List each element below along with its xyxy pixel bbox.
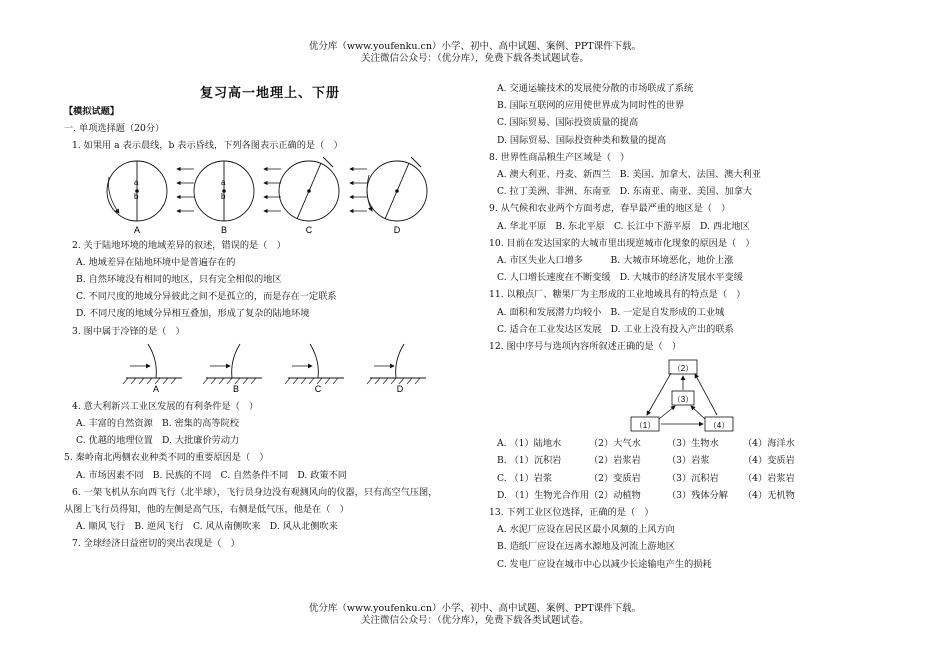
q9-stem: 9. 从气候和农业两个方面考虑，春旱最严重的地区是（ ） [489, 203, 731, 215]
q7-option-c: C. 国际贸易、国际投资质量的提高 [497, 117, 639, 129]
q11-options-1: A. 面积和发展潜力均较小 B. 一定是自发形成的工业城 [497, 306, 725, 318]
q12-stem: 12. 图中序号与选项内容所叙述正确的是（ ） [489, 341, 682, 353]
q1-rotation-arrow-A [108, 177, 119, 213]
right-column [489, 80, 909, 573]
q3-hatch [243, 378, 248, 384]
q3-hatch [147, 378, 152, 384]
q2-option-b: B. 自然环境没有相同的地区，只有完全相似的地区 [76, 274, 282, 286]
q7-option-b: B. 国际互联网的应用使世界成为同时性的世界 [497, 100, 685, 112]
q2-option-a: A. 地域差异在陆地环境中是普遍存在的 [76, 256, 236, 268]
q12-options [489, 435, 909, 504]
q3-hatch [219, 378, 224, 384]
q12-node-3-label: （3） [672, 395, 694, 405]
q13-option-a: A. 水泥厂应设在居民区最小风频的上风方向 [497, 524, 675, 536]
q1-mark-b: b [134, 191, 139, 201]
q5-options: A. 市场因素不同 B. 民族的不同 C. 自然条件不同 D. 政策不同 [76, 469, 347, 481]
q12-d-3: （3）残体分解 [667, 489, 728, 501]
q12-b-2: （2）岩浆岩 [589, 455, 641, 467]
q12-d-1: D. （1）生物光合作用 [497, 489, 590, 501]
q8-stem: 8. 世界性商品粮生产区域是（ ） [489, 151, 630, 163]
q3-hatch [325, 378, 330, 384]
q3-hatch [211, 378, 216, 384]
q12-arrow-4-3 [691, 406, 705, 419]
q12-diagram-svg [489, 355, 909, 435]
q2-option-d: D. 不同尺度的地域分异相互叠加，形成了复杂的陆地环境 [76, 308, 310, 320]
q1-label-D: D [393, 224, 401, 235]
q12-row-d [497, 487, 909, 504]
q3-hatch [139, 378, 144, 384]
q10-options-2: C. 人口增长速度在不断变缓 D. 大城市的经济发展水平变缓 [497, 272, 743, 284]
q12-c-3: （3）沉积岩 [667, 472, 719, 484]
q12-arrow-2-1 [647, 373, 671, 415]
q6-stem-2: 从图上飞行员得知，他的左侧是高气压，右侧是低气压，他是在（ ） [64, 504, 349, 516]
q3-hatch [285, 378, 290, 384]
q3-hatch [293, 378, 298, 384]
q1-mark-a: a [221, 177, 226, 187]
q2-option-c: C. 不同尺度的地域分异彼此之间不是孤立的，而是存在一定联系 [76, 291, 337, 303]
q13-option-c: C. 发电厂应设在城市中心以减少长途输电产生的损耗 [497, 558, 712, 570]
q1-label-B: B [220, 224, 228, 235]
q3-hatch [415, 378, 420, 384]
q3-hatch [407, 378, 412, 384]
page-header [0, 41, 950, 65]
q3-front-line-A [148, 344, 156, 378]
q10-options-1: A. 市区失业人口增多 B. 大城市环境恶化，地价上涨 [497, 255, 734, 267]
q12-a-4: （4）海洋水 [743, 438, 795, 450]
footer-line-2: 关注微信公众号：（优分库），免费下载各类试题试卷。 [360, 615, 589, 626]
q12-d-2: （2）动植物 [589, 489, 641, 501]
q12-b-3: （3）岩浆 [667, 455, 710, 467]
q1-diagram [64, 155, 464, 237]
q3-front-line-C [310, 344, 318, 378]
q7-option-d: D. 国际贸易、国际投资种类和数量的提高 [497, 134, 667, 146]
q12-b-4: （4）变质岩 [743, 455, 795, 467]
q11-options-2: C. 适合在工业发达区发展 D. 工业上没有投入产出的联系 [497, 323, 734, 335]
part-heading: 一. 单项选择题（20分） [64, 123, 165, 135]
header-line-2: 关注微信公众号：（优分库），免费下载各类试题试卷。 [360, 53, 589, 64]
q3-hatch [383, 378, 388, 384]
q12-node-1-label: （1） [634, 421, 656, 431]
q3-hatch [375, 378, 380, 384]
q12-node-2-label: （2） [672, 364, 694, 374]
q12-b-1: B. （1）沉积岩 [497, 455, 562, 467]
q12-node-4-label: （4） [708, 421, 730, 431]
q3-hatch [131, 378, 136, 384]
q1-label-A: A [133, 224, 141, 235]
q2-stem: 2. 关于陆地环境的地域差异的叙述，错误的是（ ） [72, 239, 286, 251]
q6-stem-1: 6. 一架飞机从东向西飞行（北半球），飞行员身边没有观测风向的仪器，只有高空气压图， [72, 486, 438, 498]
q4-stem: 4. 意大利新兴工业区发展的有利条件是（ ） [72, 400, 259, 412]
page-footer [0, 603, 950, 627]
q1-diagram-svg [64, 155, 464, 237]
q1-label-C: C [305, 224, 313, 235]
q10-stem: 10. 目前在发达国家的大城市里出现逆城市化现象的原因是（ ） [489, 237, 755, 249]
q3-hatch [227, 378, 232, 384]
q12-c-4: （4）岩浆岩 [743, 472, 795, 484]
q12-row-b [497, 452, 909, 469]
q11-stem: 11. 以粮点厂、糖果厂为主形成的工业地域具有的特点是（ ） [489, 289, 746, 301]
page-title: 复习高一地理上、下册 [200, 86, 341, 101]
q8-options-1: A. 澳大利亚、丹麦、新西兰 B. 美国、加拿大、法国、澳大利亚 [497, 169, 761, 181]
q5-stem: 5. 秦岭南北两侧农业种类不同的重要原因是（ ） [64, 452, 269, 464]
q3-hatch [251, 378, 256, 384]
q3-hatch [203, 378, 208, 384]
q12-c-2: （2）变质岩 [589, 472, 641, 484]
q3-hatch [301, 378, 306, 384]
q3-diagram-svg [64, 340, 464, 398]
section-heading: 【模拟试题】 [64, 106, 120, 117]
q3-hatch [309, 378, 314, 384]
q12-a-3: （3）生物水 [667, 438, 719, 450]
q3-label-C: C [314, 383, 322, 394]
q3-stem: 3. 图中属于冷锋的是（ ） [72, 325, 185, 337]
q1-pole-D [395, 189, 399, 193]
q6-options: A. 顺风飞行 B. 逆风飞行 C. 风从南侧吹来 D. 风从北侧吹来 [76, 521, 338, 533]
q12-row-c [497, 470, 909, 487]
q7-stem: 7. 全球经济日益密切的突出表现是（ ） [72, 538, 240, 550]
q3-hatch [163, 378, 168, 384]
q3-diagram [64, 340, 464, 398]
q3-hatch [333, 378, 338, 384]
q3-label-A: A [152, 383, 160, 394]
header-line-1: 优分库（www.youfenku.cn）小学、初中、高中试题、案例、PPT课件下载。 [308, 41, 642, 52]
q3-label-B: B [232, 383, 240, 394]
q12-diagram [489, 355, 909, 435]
q4-options-2: C. 优越的地理位置 D. 大批廉价劳动力 [76, 435, 240, 447]
q3-front-line-B [232, 344, 240, 378]
q12-d-4: （4）无机物 [743, 489, 795, 501]
q12-arrow-4-2 [695, 374, 717, 415]
q7-option-a: A. 交通运输技术的发展使分散的市场联成了系统 [497, 83, 694, 94]
q3-hatch [391, 378, 396, 384]
q3-hatch [123, 378, 128, 384]
q3-front-line-D [396, 344, 404, 378]
q1-mark-b: b [221, 191, 226, 201]
q12-arrow-1-3 [659, 406, 675, 419]
footer-line-1: 优分库（www.youfenku.cn）小学、初中、高中试题、案例、PPT课件下载。 [308, 603, 642, 614]
q4-options-1: A. 丰富的自然资源 B. 密集的高等院校 [76, 418, 239, 430]
q12-row-a [497, 435, 909, 452]
q12-a-1: A. （1）陆地水 [497, 438, 562, 450]
q3-hatch [171, 378, 176, 384]
left-column [64, 103, 464, 553]
q9-options: A. 华北平原 B. 东北平原 C. 长江中下游平原 D. 西北地区 [497, 220, 750, 232]
q12-a-2: （2）大气水 [589, 438, 641, 450]
q8-options-2: C. 拉丁美洲、非洲、东南亚 D. 东南亚、南亚、美国、加拿大 [497, 186, 753, 198]
q3-hatch [367, 378, 372, 384]
q3-label-D: D [396, 383, 404, 394]
q1-mark-a: a [134, 177, 139, 187]
q1-stem: 1. 如果用 a 表示晨线，b 表示昏线，下列各图表示正确的是（ ） [72, 140, 343, 152]
q13-option-b: B. 造纸厂应设在远离水源地及河流上游地区 [497, 541, 675, 553]
q1-pole-C [307, 189, 311, 193]
q12-c-1: C. （1）岩浆 [497, 472, 553, 484]
q13-stem: 13. 下列工业区位选择，正确的是（ ） [489, 507, 654, 519]
